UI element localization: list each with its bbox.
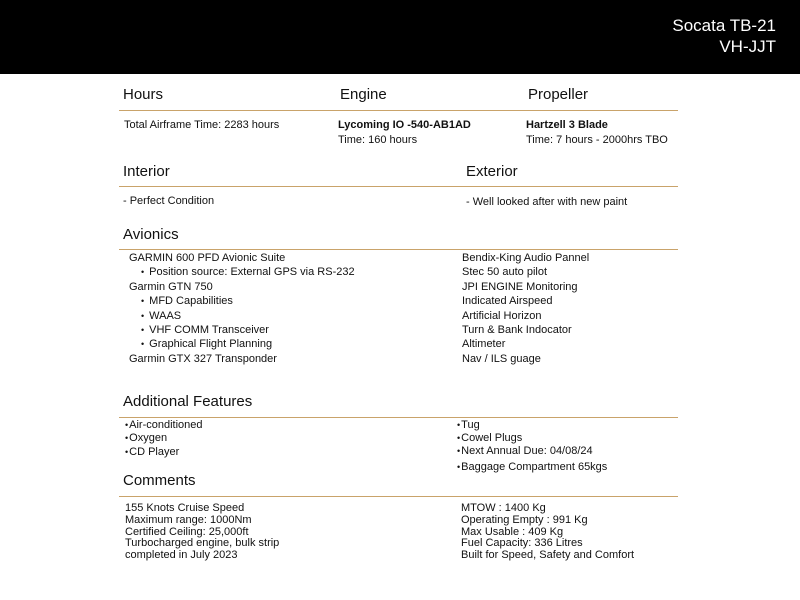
engine-time: Time: 160 hours [338,134,418,146]
feature-item: • Next Annual Due: 04/08/24 [457,445,607,458]
interior-heading: Interior [123,163,170,180]
comments-list-right [461,503,634,562]
avionics-subitem: • Position source: External GPS via RS-232 [129,265,355,279]
avionics-item: Nav / ILS guage [462,352,541,365]
avionics-item: Altimeter [462,338,506,351]
propeller-model: Hartzell 3 Blade [526,119,608,131]
avionics-subitem: • Graphical Flight Planning [129,337,355,351]
comment-line: Built for Speed, Safety and Comfort [461,549,635,562]
feature-item: • Cowel Plugs [457,432,607,445]
comments-list-left [125,503,279,562]
avionics-item: Stec 50 auto pilot [462,266,548,279]
propeller-time: Time: 7 hours - 2000hrs TBO [526,134,668,146]
divider-interior [119,186,678,187]
comment-line: MTOW : 1400 Kg [461,502,546,514]
avionics-subitem: • VHF COMM Transceiver [129,323,355,337]
avionics-item: JPI ENGINE Monitoring [462,280,578,293]
feature-item: • Air-conditioned [125,419,203,432]
comment-line: 155 Knots Cruise Speed [125,502,245,514]
avionics-item: Bendix-King Audio Pannel [462,252,590,264]
comment-line: Maximum range: 1000Nm [125,513,252,526]
avionics-item: Garmin GTX 327 Transponder [129,352,277,365]
engine-model: Lycoming IO -540-AB1AD [338,119,471,131]
divider-avionics [119,249,678,250]
feature-item: • Tug [457,419,607,432]
comment-line: Certified Ceiling: 25,000ft [125,525,249,538]
avionics-subitem: • MFD Capabilities [129,294,355,308]
comment-line: Max Usable : 409 Kg [461,525,564,538]
features-list-right [457,419,607,474]
airframe-time: Total Airframe Time: 2283 hours [124,119,280,131]
aircraft-title [672,15,776,57]
avionics-item: Artificial Horizon [462,309,542,322]
engine-heading: Engine [340,86,387,103]
comment-line: Turbocharged engine, bulk strip [125,537,280,550]
avionics-list-right [462,251,589,366]
feature-item: • Oxygen [125,432,203,445]
aircraft-model: Socata TB-21 [672,16,776,35]
comments-heading: Comments [123,472,196,489]
divider-hours [119,110,678,111]
feature-item: • Baggage Compartment 65kgs [457,461,607,474]
avionics-item: Garmin GTN 750 [129,280,213,293]
avionics-list-left [129,251,355,366]
features-heading: Additional Features [123,393,253,410]
exterior-text: - Well looked after with new paint [466,196,628,208]
header-bar [0,0,800,74]
comment-line: Fuel Capacity: 336 Litres [461,537,583,550]
divider-features [119,417,678,418]
avionics-subitem: • WAAS [129,309,355,323]
avionics-item: Turn & Bank Indocator [462,324,572,337]
avionics-heading: Avionics [123,226,179,243]
exterior-heading: Exterior [466,163,518,180]
features-list-left [125,419,203,459]
interior-text: - Perfect Condition [123,195,215,207]
avionics-item: GARMIN 600 PFD Avionic Suite [129,252,286,264]
comment-line: Operating Empty : 991 Kg [461,513,588,526]
aircraft-registration: VH-JJT [719,37,776,56]
divider-comments [119,496,678,497]
comment-line: completed in July 2023 [125,549,238,562]
hours-heading: Hours [123,86,164,103]
feature-item: • CD Player [125,446,203,459]
propeller-heading: Propeller [528,86,589,103]
avionics-item: Indicated Airspeed [462,295,553,308]
